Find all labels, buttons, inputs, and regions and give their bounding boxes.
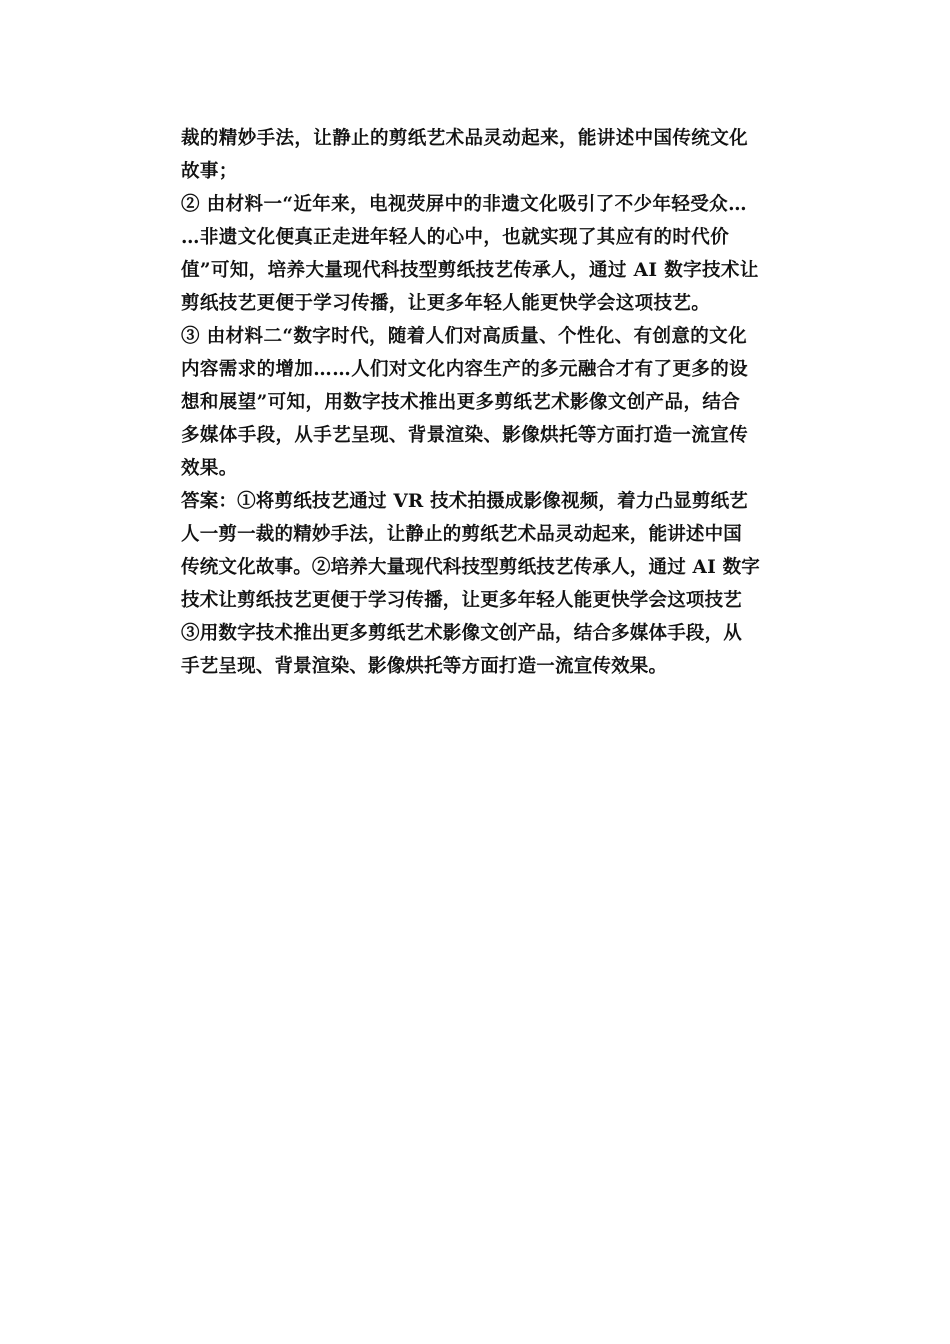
analysis-line: 故事； (181, 161, 238, 182)
document-body (181, 122, 773, 683)
answer-section (181, 485, 773, 683)
analysis-line: 多媒体手段，从手艺呈现、背景渲染、影像烘托等方面打造一流宣传 (181, 425, 749, 446)
answer-line: 手艺呈现、背景渲染、影像烘托等方面打造一流宣传效果。 (181, 656, 668, 677)
answer-line: ③用数字技术推出更多剪纸艺术影像文创产品，结合多媒体手段，从 (181, 623, 743, 644)
answer-line: 人一剪一裁的精妙手法，让静止的剪纸艺术品灵动起来，能讲述中国 (181, 524, 743, 545)
analysis-line: 裁的精妙手法，让静止的剪纸艺术品灵动起来，能讲述中国传统文化 (181, 128, 749, 149)
analysis-line: 剪纸技艺更便于学习传播，让更多年轻人能更快学会这项技艺。 (181, 293, 711, 314)
analysis-line: 效果。 (181, 458, 238, 479)
analysis-section (181, 122, 773, 485)
analysis-line: …非遗文化便真正走进年轻人的心中，也就实现了其应有的时代价 (181, 227, 730, 248)
analysis-line: 内容需求的增加……人们对文化内容生产的多元融合才有了更多的设 (181, 359, 749, 380)
answer-line: 传统文化故事。②培养大量现代科技型剪纸技艺传承人，通过 AI 数字 (181, 557, 760, 578)
analysis-line: ② 由材料一“近年来，电视荧屏中的非遗文化吸引了不少年轻受众… (181, 194, 747, 215)
answer-line: 答案：①将剪纸技艺通过 VR 技术拍摄成影像视频，着力凸显剪纸艺 (181, 491, 749, 512)
analysis-line: 值”可知，培养大量现代科技型剪纸技艺传承人，通过 AI 数字技术让 (181, 260, 759, 281)
analysis-line: ③ 由材料二“数字时代，随着人们对高质量、个性化、有创意的文化 (181, 326, 747, 347)
analysis-line: 想和展望”可知，用数字技术推出更多剪纸艺术影像文创产品，结合 (181, 392, 741, 413)
answer-line: 技术让剪纸技艺更便于学习传播，让更多年轻人能更快学会这项技艺 (181, 590, 743, 611)
